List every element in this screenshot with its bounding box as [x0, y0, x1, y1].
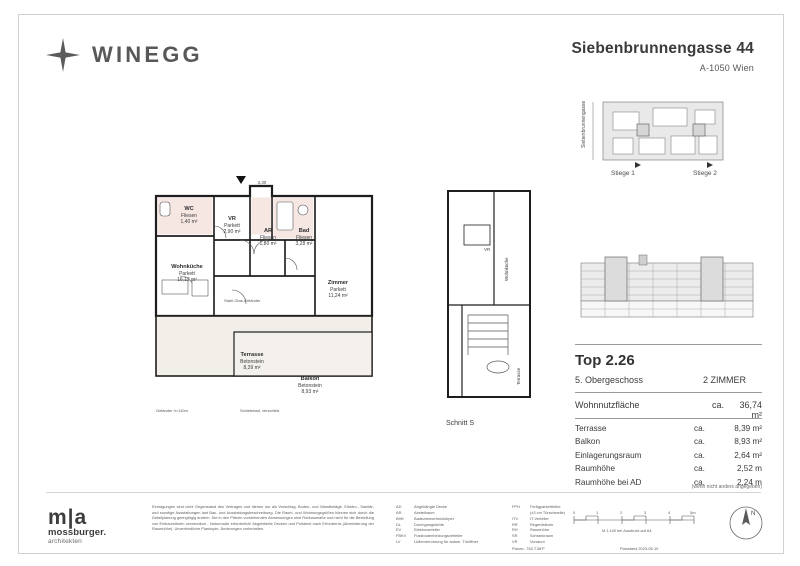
room-label-wohnkueche — [154, 264, 220, 283]
room-area: 2,90 m² — [223, 229, 241, 236]
room-name: Balkon — [300, 376, 320, 382]
abbr-key: DL — [396, 521, 401, 527]
room-label-bad — [286, 228, 322, 247]
abbr-value: (±3 cm Türschwelle) — [530, 509, 565, 515]
abbr-value: Elektroverteiler — [414, 527, 440, 533]
area-value: 2,24 m — [736, 477, 762, 487]
area-ca: ca. — [694, 424, 705, 433]
svg-text:0: 0 — [573, 510, 576, 515]
brand-logo — [46, 38, 203, 72]
room-name: Zimmer — [327, 280, 349, 286]
stair-1-label: Stiege 1 — [611, 170, 635, 177]
architect-mark: m|a — [48, 506, 88, 529]
svg-text:Terrasse: Terrasse — [516, 367, 521, 385]
room-label-balkon — [282, 376, 338, 395]
elevation-diagram — [575, 255, 760, 330]
area-ca: ca. — [694, 437, 705, 447]
room-floor: Parkett — [330, 286, 346, 293]
disclaimer-text: Eintragungen sind nicht Gegenstand des Vertrages und dienen nur als Vorschlag. Boden- und Wandbeläge, Elektro-, Sanitär- und sonstige Ausstattungen laut Bau- und Ausstattungsbeschreibung. Die Raum- und Wohnungsgrößen können sich durch die Detailplanung geringfügig ändern. Die in den Plänen vorstehenden Abmessungen sind Rohbaumaße und nicht für die Bestellung von Einbaumöbeln verwendbar - Naturmaße erforderlich! Abgebildete Decken und Polsterei nach Erfordernis (Abminderung der Raumhöhe). Unverbindliche Plankopie, Änderungen vorbehalten. — [152, 504, 374, 532]
room-label-zimmer — [316, 280, 360, 299]
room-name: Wohnküche — [171, 264, 203, 270]
abbr-value: Schrankraum — [530, 533, 554, 539]
unit-id: Top 2.26 — [575, 352, 635, 369]
unit-rooms: 2 ZIMMER — [703, 375, 747, 385]
scale-bar — [572, 508, 712, 539]
abbr-value: Lüfterverrohrung für autom. Türöffner — [414, 539, 479, 545]
area-value: 2,52 m — [736, 464, 762, 474]
address-title: Siebenbrunnengasse 44 — [571, 40, 754, 57]
area-note: (wenn nicht anders angegeben) — [691, 484, 762, 490]
room-floor: Fliesen — [259, 234, 277, 241]
list-item — [396, 539, 506, 545]
svg-text:N: N — [751, 511, 756, 517]
abbr-value: Vorraum — [530, 539, 545, 545]
room-label-ar — [252, 228, 284, 247]
room-name: Bad — [298, 228, 310, 234]
room-area: 16,12 m² — [177, 277, 197, 284]
floor-plan-drawing — [140, 180, 390, 420]
svg-text:1: 1 — [596, 510, 599, 515]
room-label-terrasse — [224, 352, 280, 371]
room-floor: Betonstein — [298, 382, 322, 389]
section-drawing — [438, 185, 544, 430]
abbr-value: Raumhöhe — [530, 527, 550, 533]
abbr-value: Regenfallrohr — [530, 521, 554, 527]
brand-name: WINEGG — [92, 42, 203, 67]
abbr-key: RR — [512, 521, 518, 527]
svg-text:VR: VR — [484, 247, 491, 252]
abbr-key: FPH — [512, 504, 520, 509]
area-list — [575, 424, 762, 491]
project-address — [571, 40, 754, 73]
room-area: 1,80 m² — [259, 241, 277, 248]
architect-logo — [48, 506, 106, 545]
abbr-key: BHK — [396, 515, 404, 521]
plan-date: Planstand 2023-05-10 — [620, 546, 659, 551]
list-item — [575, 424, 762, 433]
svg-text:3: 3 — [644, 510, 647, 515]
area-value: 2,64 m² — [734, 450, 762, 460]
area-ca: ca. — [694, 450, 705, 460]
divider — [575, 344, 762, 345]
room-floor: Betonstein — [240, 358, 264, 365]
area-value: 8,39 m² — [734, 424, 762, 433]
area-label: Einlagerungsraum — [575, 450, 642, 460]
usable-area-ca: ca. — [712, 400, 725, 410]
area-label: Terrasse — [575, 424, 607, 433]
abbr-key: EV — [396, 527, 402, 533]
abbr-value: Fertigparketthöhe — [530, 504, 561, 509]
room-label-wc — [164, 206, 214, 225]
compass-icon — [726, 503, 766, 543]
abbr-key: VR — [512, 539, 518, 545]
abbr-key: RH — [512, 527, 518, 533]
abbr-key: FBKV — [396, 533, 407, 539]
usable-area-value: 36,74 m² — [739, 400, 762, 420]
divider-3 — [575, 418, 762, 419]
street-label: Siebenbrunnengasse — [581, 100, 587, 148]
room-name: WC — [184, 206, 194, 212]
site-plan — [575, 96, 760, 181]
room-area: 8,93 m² — [301, 389, 319, 396]
abbr-value: Abstellraum — [414, 509, 435, 515]
room-label-vr — [212, 216, 252, 235]
room-area: 3,28 m² — [295, 241, 313, 248]
area-ca: ca. — [694, 464, 705, 474]
abbr-value: Abgehängte Decke — [414, 504, 448, 509]
terrace-edge-note: Geländer h=110m — [156, 408, 188, 413]
area-value: 8,93 m² — [734, 437, 762, 447]
abbr-value: Fussbodenheizungsverteiler — [414, 533, 463, 539]
plan-number: Plannr.: 763.T.36'P — [512, 546, 545, 551]
abbreviation-list-left — [396, 504, 506, 545]
room-area: 8,39 m² — [243, 365, 261, 372]
abbr-value: Durchgangslichte — [414, 521, 445, 527]
area-label: Balkon — [575, 437, 601, 447]
list-item — [512, 539, 624, 545]
balcony-edge-note: Schiebelad. verschieb. — [240, 408, 281, 413]
architect-sub: architekten — [48, 538, 82, 545]
area-label: Raumhöhe — [575, 464, 616, 474]
room-floor: Parkett — [179, 270, 195, 277]
area-label: Raumhöhe bei AD — [575, 477, 642, 487]
room-floor: Fliesen — [295, 234, 313, 241]
svg-text:Wohnküche: Wohnküche — [504, 257, 509, 281]
list-item — [575, 437, 762, 446]
section-caption: Schnitt S — [446, 420, 475, 427]
abbr-key: ITV — [512, 515, 519, 521]
abbr-value: Badezimmerheizkörper — [414, 515, 455, 521]
abbr-key: SR — [512, 533, 518, 539]
abbr-value: IT-Verteiler — [530, 515, 549, 521]
divider-2 — [575, 392, 762, 393]
scale-label: M 1:100 bei Ausdruck auf A4 — [602, 528, 652, 533]
usable-area-label: Wohnnutzfläche — [575, 400, 640, 410]
room-floor: Parkett — [224, 222, 240, 229]
room-name: Terrasse — [240, 352, 264, 358]
address-sub: A-1050 Wien — [699, 63, 754, 73]
four-point-star-icon — [46, 38, 80, 72]
room-area: 11,24 m² — [328, 293, 348, 300]
svg-text:2,30: 2,30 — [257, 180, 267, 185]
footer-divider — [46, 492, 761, 493]
svg-text:2: 2 — [620, 510, 623, 515]
list-item — [575, 451, 762, 460]
architect-name: mossburger. — [48, 527, 107, 538]
room-area: 1,40 m² — [180, 219, 198, 226]
abbr-key: LV — [396, 539, 401, 545]
stair-2-label: Stiege 2 — [693, 170, 717, 177]
wall-note: Stahl-Glas-Geländer — [224, 298, 261, 303]
unit-floor: 5. Obergeschoss — [575, 375, 644, 385]
svg-text:5m: 5m — [690, 510, 696, 515]
list-item — [575, 464, 762, 473]
abbr-key: AR — [396, 509, 402, 515]
room-floor: Fliesen — [180, 212, 198, 219]
room-name: AR — [263, 228, 273, 234]
abbr-key: AD — [396, 504, 402, 509]
svg-text:4: 4 — [668, 510, 671, 515]
room-name: VR — [228, 216, 236, 222]
area-ca: ca. — [694, 477, 705, 487]
